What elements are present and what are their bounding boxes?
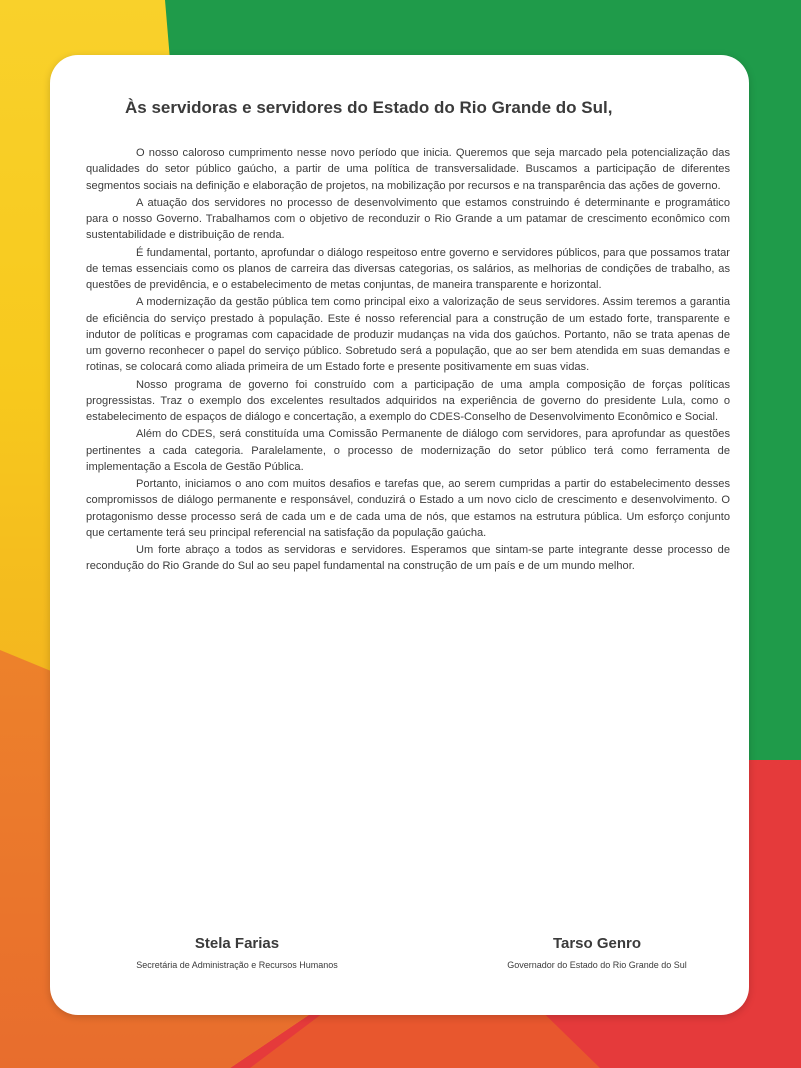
paragraph-2: A atuação dos servidores no processo de desenvolvimento que estamos construindo é determinante e programático para o nosso Governo. Trabalhamos com o objetivo de reconduzir o Rio Grande a um patamar de crescimento econômico com sustentabilidade e distribuição de renda. (86, 196, 730, 242)
signature-role: Secretária de Administração e Recursos Humanos (136, 960, 338, 970)
paragraph-1: O nosso caloroso cumprimento nesse novo período que inicia. Queremos que seja marcado pela potencialização das qualidades do setor público gaúcho, a partir de uma política de transversalidade. Buscamos a participação de diferentes segmentos sociais na definição e elaboração de projetos, na mobilização por recursos e na transparência das ações de governo. (86, 147, 730, 192)
signature-right (467, 935, 727, 971)
paragraph-5: Nosso programa de governo foi construído com a participação de uma ampla composição de forças políticas progressistas. Traz o exemplo dos excelentes resultados adquiridos na experiência de governo do presidente Lula, como o estabelecimento de espaços de diálogo e concertação, a exemplo do CDES-Conselho de Desenvolvimento Econômico e Social. (86, 378, 730, 423)
signature-name: Tarso Genro (552, 935, 642, 952)
paragraph-3: É fundamental, portanto, aprofundar o diálogo respeitoso entre governo e servidores públicos, para que possamos tratar de temas essenciais como os planos de carreira das diversas categorias, os salários, as melhorias de condições de trabalho, as questões de previdência, e o estabelecimento de metas conjuntas, de maneira transparente e horizontal. (86, 246, 730, 291)
letter-body (86, 145, 730, 576)
paragraph-8: Um forte abraço a todos as servidoras e servidores. Esperamos que sintam-se parte integrante desse processo de recondução do Rio Grande do Sul ao seu papel fundamental na construção de um país e de um mundo melhor. (86, 544, 730, 573)
signature-name: Stela Farias (194, 935, 280, 952)
paragraph-7: Portanto, iniciamos o ano com muitos desafios e tarefas que, ao serem cumpridas a partir do estabelecimento desses compromissos de diálogo permanente e responsável, conduzirá o Estado a um novo ciclo de crescimento e desenvolvimento. O protagonismo desse processo será de cada um e de cada uma de nós, que estamos na estrutura pública. Um esforço conjunto que certamente terá seu principal referencial na satisfação da população gaúcha. (86, 478, 730, 539)
paragraph-4: A modernização da gestão pública tem como principal eixo a valorização de seus servidores. Assim teremos a garantia de eficiência do serviço prestado à população. Este é nosso referencial para a construção de um estado forte, transparente e indutor de políticas e programas com capacidade de produzir mudanças na vida dos gaúchos. Portanto, não se trata apenas de um governo reconhecer o papel do serviço público. Sobretudo será a população, que ao ser bem atendida em suas demandas e rotinas, se colocará como aliada primeira de um Estado forte e presente positivamente em suas vidas. (86, 296, 730, 374)
signature-left (92, 935, 382, 971)
signature-role: Governador do Estado do Rio Grande do Sul (507, 960, 687, 970)
paragraph-6: Além do CDES, será constituída uma Comissão Permanente de diálogo com servidores, para aprofundar as questões pertinentes a cada categoria. Paralelamente, o processo de modernização do setor público terá como ferramenta de implementação a Escola de Gestão Pública. (86, 428, 730, 473)
letter-title: Às servidoras e servidores do Estado do Rio Grande do Sul, (125, 98, 613, 117)
